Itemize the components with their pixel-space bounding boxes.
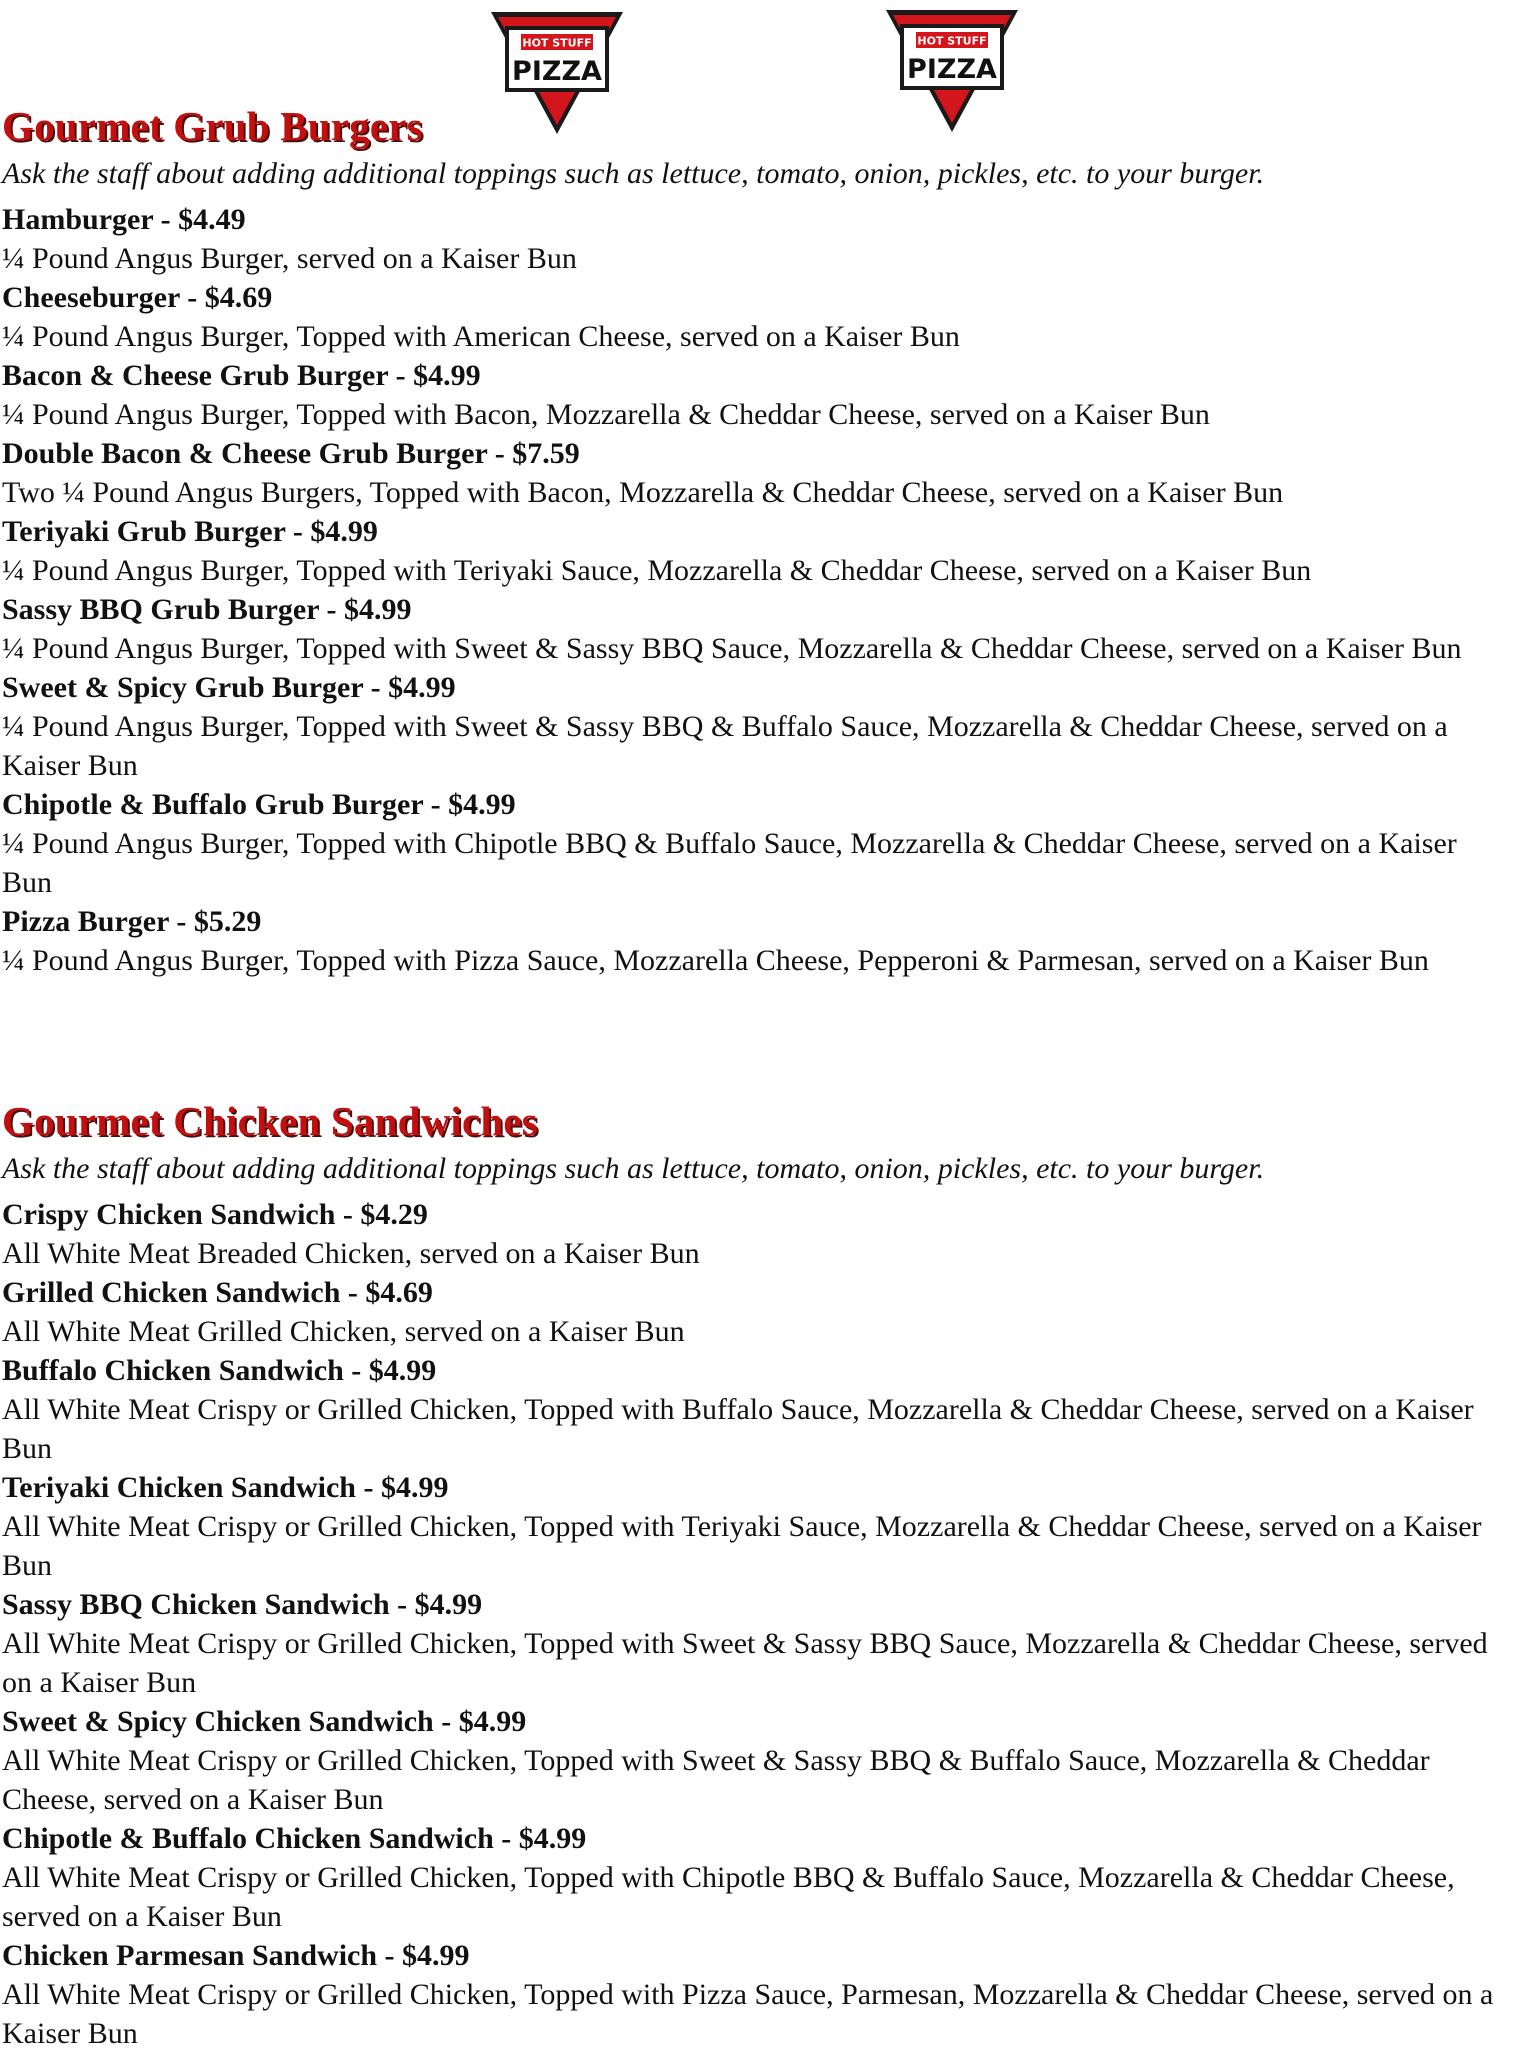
item-description: ¼ Pound Angus Burger, Topped with Sweet & Sassy BBQ & Buffalo Sauce, Mozzarella & Cheddar Cheese, served on a Kaiser Bun [2,710,1448,782]
item-name: Chipotle & Buffalo Grub Burger - $4.99 [2,788,516,821]
item-name: Teriyaki Grub Burger - $4.99 [2,515,378,548]
item-description: ¼ Pound Angus Burger, Topped with Bacon, Mozzarella & Cheddar Cheese, served on a Kaiser Bun [2,398,1210,431]
item-name: Chipotle & Buffalo Chicken Sandwich - $4.99 [2,1822,587,1855]
menu-item [0,200,1512,278]
item-description: ¼ Pound Angus Burger, Topped with American Cheese, served on a Kaiser Bun [2,320,960,353]
menu-item [0,1819,1512,1936]
item-name: Grilled Chicken Sandwich - $4.69 [2,1276,433,1309]
logo-main-text: PIZZA [907,54,997,85]
item-description: All White Meat Crispy or Grilled Chicken, Topped with Sweet & Sassy BBQ Sauce, Mozzarella & Cheddar Cheese, served on a Kaiser Bun [2,1627,1488,1699]
item-description: All White Meat Breaded Chicken, served on a Kaiser Bun [2,1237,700,1270]
item-name: Sweet & Spicy Grub Burger - $4.99 [2,671,456,704]
item-description: All White Meat Crispy or Grilled Chicken, Topped with Pizza Sauce, Parmesan, Mozzarella & Cheddar Cheese, served on a Kaiser Bun [2,1978,1494,2050]
menu-item [0,1468,1512,1585]
item-name: Teriyaki Chicken Sandwich - $4.99 [2,1471,449,1504]
item-description: Two ¼ Pound Angus Burgers, Topped with Bacon, Mozzarella & Cheddar Cheese, served on a Kaiser Bun [2,476,1284,509]
menu-item [0,1585,1512,1702]
item-description: ¼ Pound Angus Burger, Topped with Pizza Sauce, Mozzarella Cheese, Pepperoni & Parmesan, served on a Kaiser Bun [2,944,1429,977]
item-name: Sweet & Spicy Chicken Sandwich - $4.99 [2,1705,527,1738]
item-name: Chicken Parmesan Sandwich - $4.99 [2,1939,470,1972]
section-title: Gourmet Chicken Sandwiches [2,1098,538,1144]
chicken-section [0,1093,1512,2053]
item-description: ¼ Pound Angus Burger, Topped with Chipotle BBQ & Buffalo Sauce, Mozzarella & Cheddar Cheese, served on a Kaiser Bun [2,827,1457,899]
section-title: Gourmet Grub Burgers [2,103,423,149]
menu-item [0,668,1512,785]
section-note: Ask the staff about adding additional toppings such as lettuce, tomato, onion, pickles, etc. to your burger. [2,1152,1265,1185]
item-description: All White Meat Crispy or Grilled Chicken, Topped with Sweet & Sassy BBQ & Buffalo Sauce, Mozzarella & Cheddar Cheese, served on a Kaiser Bun [2,1744,1430,1816]
logo-top-text: HOT STUFF [522,36,592,50]
item-description: All White Meat Crispy or Grilled Chicken, Topped with Teriyaki Sauce, Mozzarella & Cheddar Cheese, served on a Kaiser Bun [2,1510,1482,1582]
item-name: Pizza Burger - $5.29 [2,905,262,938]
item-name: Sassy BBQ Chicken Sandwich - $4.99 [2,1588,483,1621]
menu-item [0,1351,1512,1468]
item-name: Hamburger - $4.49 [2,203,246,236]
item-description: All White Meat Crispy or Grilled Chicken, Topped with Buffalo Sauce, Mozzarella & Cheddar Cheese, served on a Kaiser Bun [2,1393,1474,1465]
menu-item [0,785,1512,902]
section-note: Ask the staff about adding additional toppings such as lettuce, tomato, onion, pickles, etc. to your burger. [2,157,1265,190]
item-name: Bacon & Cheese Grub Burger - $4.99 [2,359,481,392]
menu-item [0,902,1512,980]
logo-main-text: PIZZA [512,56,602,87]
item-name: Crispy Chicken Sandwich - $4.29 [2,1198,428,1231]
item-description: ¼ Pound Angus Burger, Topped with Sweet & Sassy BBQ Sauce, Mozzarella & Cheddar Cheese, served on a Kaiser Bun [2,632,1462,665]
menu-item [0,1936,1512,2053]
menu-item [0,1702,1512,1819]
item-description: All White Meat Crispy or Grilled Chicken, Topped with Chipotle BBQ & Buffalo Sauce, Mozzarella & Cheddar Cheese, served on a Kaiser Bun [2,1861,1455,1933]
menu-item [0,1273,1512,1351]
menu-item [0,1195,1512,1273]
burgers-section [0,98,1512,980]
item-description: All White Meat Grilled Chicken, served on a Kaiser Bun [2,1315,685,1348]
menu-item [0,590,1512,668]
item-name: Cheeseburger - $4.69 [2,281,273,314]
item-name: Buffalo Chicken Sandwich - $4.99 [2,1354,437,1387]
item-name: Double Bacon & Cheese Grub Burger - $7.59 [2,437,580,470]
menu-item [0,434,1512,512]
menu-item [0,278,1512,356]
menu-item [0,512,1512,590]
item-description: ¼ Pound Angus Burger, Topped with Teriyaki Sauce, Mozzarella & Cheddar Cheese, served on a Kaiser Bun [2,554,1312,587]
menu-item [0,356,1512,434]
logo-top-text: HOT STUFF [917,34,987,48]
item-name: Sassy BBQ Grub Burger - $4.99 [2,593,412,626]
item-description: ¼ Pound Angus Burger, served on a Kaiser Bun [2,242,577,275]
